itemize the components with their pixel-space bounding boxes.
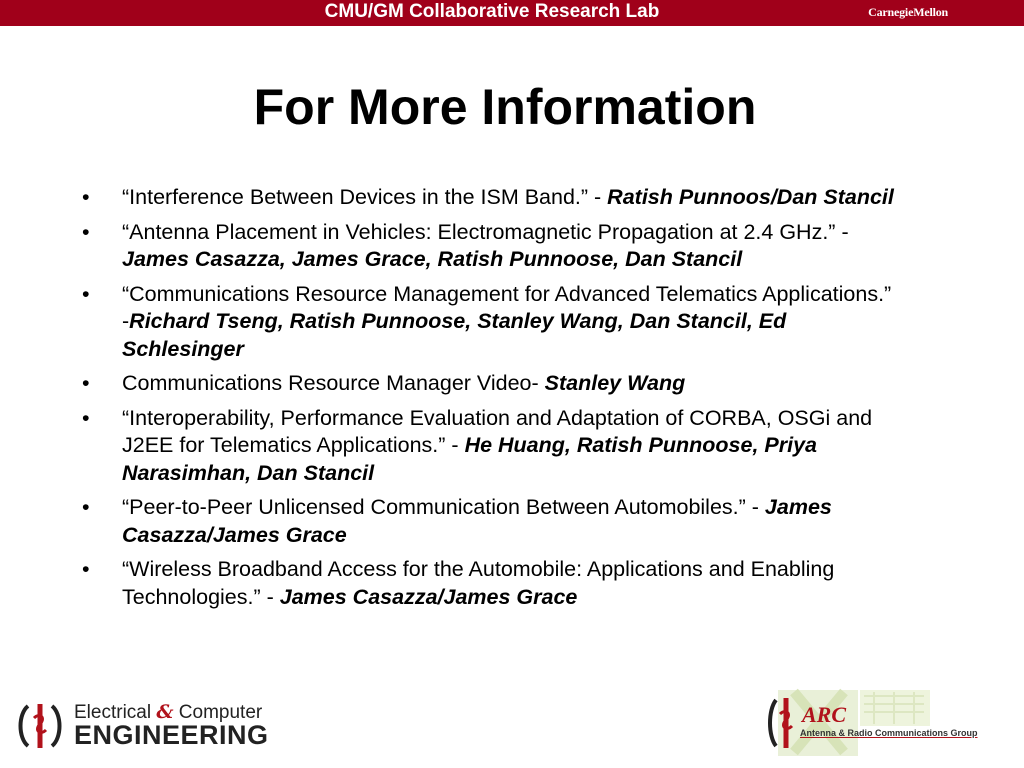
- arc-logo: [764, 688, 1014, 760]
- reference-authors: Richard Tseng, Ratish Punnoose, Stanley Wang, Dan Stancil, Ed Schlesinger: [122, 309, 787, 361]
- bullet-icon: •: [82, 281, 90, 306]
- reference-list: [82, 184, 902, 618]
- arc-logo-name: ARC: [802, 702, 847, 727]
- ece-logo-line1: Electrical & Computer: [74, 701, 263, 723]
- list-item: [82, 184, 902, 212]
- reference-authors: James Casazza/James Grace: [122, 495, 832, 547]
- reference-authors: James Casazza, James Grace, Ratish Punnoose, Dan Stancil: [122, 247, 743, 271]
- list-item: [82, 370, 902, 398]
- reference-authors: Ratish Punnoos/Dan Stancil: [607, 185, 894, 209]
- ece-logo: [14, 700, 269, 752]
- reference-title: “Antenna Placement in Vehicles: Electromagnetic Propagation at 2.4 GHz.” -: [122, 219, 849, 244]
- reference-title: “Interference Between Devices in the ISM Band.” -: [122, 185, 608, 209]
- reference-authors: James Casazza/James Grace: [279, 584, 578, 609]
- list-item: [82, 556, 902, 611]
- reference-authors: Stanley Wang: [544, 371, 686, 395]
- header-bar: [0, 0, 1024, 26]
- lab-title: CMU/GM Collaborative Research Lab: [324, 1, 660, 22]
- ece-brackets-icon: [14, 700, 66, 752]
- arc-logo-subtitle: Antenna & Radio Communications Group: [800, 728, 978, 738]
- list-item: [82, 219, 902, 274]
- ece-logo-line2: ENGINEERING: [74, 720, 269, 750]
- reference-title: Communications Resource Manager Video-: [122, 371, 545, 395]
- reference-title: “Communications Resource Management for Advanced Telematics Applications.” -: [122, 281, 892, 333]
- slide-title: For More Information: [253, 79, 757, 135]
- reference-authors: He Huang, Ratish Punnoose, Priya Narasimhan, Dan Stancil: [122, 433, 817, 485]
- reference-title: “Peer-to-Peer Unlicensed Communication Between Automobiles.” -: [122, 495, 765, 519]
- bullet-icon: •: [82, 495, 90, 519]
- bullet-icon: •: [82, 371, 90, 395]
- list-item: [82, 494, 902, 549]
- bullet-icon: •: [82, 185, 90, 209]
- reference-title: “Wireless Broadband Access for the Automobile: Applications and Enabling Technologies.” -: [122, 557, 835, 609]
- bullet-icon: •: [82, 219, 90, 244]
- list-item: [82, 281, 902, 364]
- arc-brackets-icon: [766, 694, 802, 752]
- bullet-icon: •: [82, 405, 90, 430]
- list-item: [82, 405, 902, 488]
- reference-title: “Interoperability, Performance Evaluation and Adaptation of CORBA, OSGi and J2EE for Telematics Applications.” -: [122, 405, 873, 457]
- bullet-icon: •: [82, 557, 90, 581]
- carnegie-mellon-logo: CarnegieMellon: [868, 5, 948, 19]
